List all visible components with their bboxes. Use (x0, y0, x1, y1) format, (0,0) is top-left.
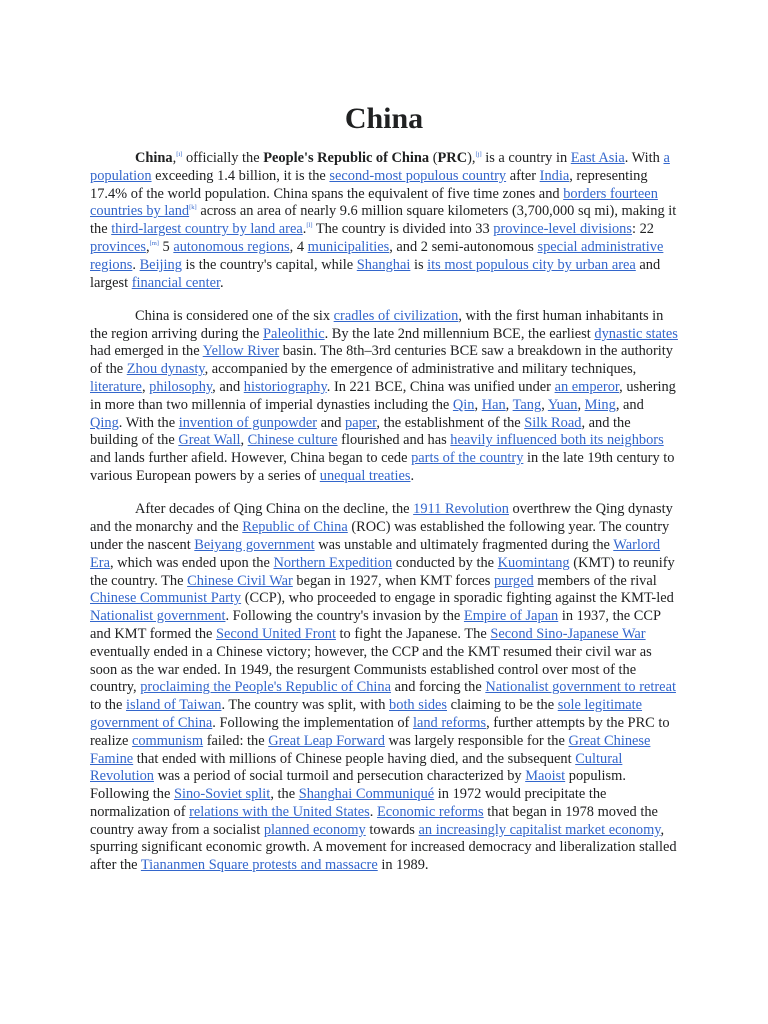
body-text: , (172, 150, 177, 166)
wiki-link[interactable]: Warlord Era (90, 536, 661, 571)
body-text: and largest (90, 256, 661, 291)
body-text: , ushering in more than two millennia of imperial dynasties including the (90, 379, 676, 413)
bold-term: People's Republic of China (263, 150, 430, 166)
wiki-link[interactable]: Shanghai Communiqué (298, 786, 435, 803)
footnote-ref[interactable]: [m] (149, 240, 159, 248)
wiki-link[interactable]: Kuomintang (497, 554, 570, 571)
body-text: , and (212, 379, 244, 396)
body-text: exceeding 1.4 billion, it is the (151, 167, 330, 184)
body-text: overthrew the Qing dynasty and the monarchy and the (90, 501, 673, 536)
body-text: . With (624, 150, 664, 166)
wiki-link[interactable]: Paleolithic (263, 325, 325, 342)
body-text: China is considered one of the six (135, 307, 334, 324)
body-text: , the establishment of the (376, 414, 525, 431)
body-text: , (541, 396, 548, 413)
body-text: . (302, 221, 307, 238)
body-text: , accompanied by the emergence of administrative and military techniques, (204, 361, 637, 378)
body-text: members of the rival (533, 572, 657, 589)
paragraph-history (90, 308, 678, 486)
body-text: and lands further afield. However, China began to cede (90, 450, 412, 467)
wiki-link[interactable]: Empire of Japan (463, 608, 559, 625)
wiki-link[interactable]: Zhou dynasty (126, 361, 205, 378)
wiki-link[interactable]: Han (481, 396, 506, 413)
body-text: is a country in (481, 150, 571, 166)
paragraph-modern (90, 501, 678, 875)
body-text: in the late 19th century to various European powers by a series of (90, 450, 675, 485)
body-text: in 1989. (377, 857, 429, 874)
wiki-link[interactable]: Nationalist government (90, 608, 226, 625)
wiki-link[interactable]: Qing (90, 414, 119, 431)
body-text: (KMT) to reunify the country. The (90, 554, 675, 589)
paragraph-intro (90, 150, 678, 292)
body-text: , representing 17.4% of the world population. China spans the equivalent of five time zones and (90, 167, 648, 202)
body-text: (ROC) was established the following year. The country under the nascent (90, 519, 670, 553)
wiki-link[interactable]: 1911 Revolution (413, 501, 509, 518)
body-text: . (369, 803, 377, 820)
wiki-link[interactable]: Sino-Soviet split (173, 786, 271, 803)
wiki-link[interactable]: province-level divisions (493, 221, 632, 238)
body-text: , further attempts by the PRC to realize (90, 714, 670, 749)
wiki-link[interactable]: Great Leap Forward (268, 732, 385, 749)
body-text: that ended with millions of Chinese people having died, and the subsequent (133, 750, 576, 767)
body-text: , (505, 396, 513, 413)
body-text: officially the (182, 150, 264, 166)
wiki-link[interactable]: parts of the country (411, 450, 524, 467)
wiki-link[interactable]: Maoist (525, 768, 566, 785)
body-text: in 1972 would precipitate the normalization of (90, 786, 607, 820)
body-text: began in 1927, when KMT forces (292, 572, 494, 589)
body-text: , (474, 396, 482, 413)
wiki-link[interactable]: Nationalist government to retreat (485, 679, 676, 696)
wiki-link[interactable]: both sides (389, 697, 448, 714)
body-text: had emerged in the (90, 343, 203, 360)
wiki-link[interactable]: Shanghai (356, 256, 411, 273)
body-text: was largely responsible for the (384, 732, 569, 749)
wiki-link[interactable]: paper (345, 414, 377, 431)
body-text: conducted by the (392, 554, 498, 571)
body-text: . With the (118, 414, 179, 431)
wiki-link[interactable]: Yellow River (202, 343, 280, 360)
wiki-link[interactable]: purged (493, 572, 534, 589)
wiki-link[interactable]: Tiananmen Square protests and massacre (140, 857, 378, 874)
body-text: . (220, 274, 224, 291)
body-text: claiming to be the (447, 697, 558, 714)
bold-term: PRC (437, 150, 468, 166)
body-text: . Following the implementation of (212, 714, 413, 731)
body-text: , and the building of the (90, 414, 631, 449)
wiki-link[interactable]: relations with the United States (189, 803, 370, 820)
footnote-ref[interactable]: [j] (475, 151, 482, 159)
wiki-link[interactable]: special administrative regions (90, 238, 664, 273)
wiki-link[interactable]: third-largest country by land area (111, 221, 303, 238)
body-text: . (410, 468, 415, 485)
wiki-link[interactable]: sole legitimate government of China (90, 697, 643, 731)
wiki-link[interactable]: Ming (584, 396, 616, 413)
body-text: , (577, 396, 585, 413)
body-text: , (240, 432, 248, 449)
wiki-link[interactable]: Northern Expedition (273, 554, 393, 571)
wiki-link[interactable]: unequal treaties (319, 468, 411, 485)
footnote-ref[interactable]: [i] (176, 151, 183, 159)
wiki-link[interactable]: invention of gunpowder (178, 414, 318, 431)
wiki-link[interactable]: communism (131, 732, 204, 749)
body-text: towards (365, 821, 419, 838)
body-text: . (132, 256, 140, 273)
wiki-link[interactable]: land reforms (412, 714, 487, 731)
body-text: . In 221 BCE, China was unified under (326, 379, 555, 396)
body-text: after (506, 167, 540, 184)
wiki-link[interactable]: philosophy (149, 379, 213, 396)
wiki-link[interactable]: financial center (131, 274, 220, 291)
body-text: eventually ended in a Chinese victory; however, the CCP and the KMT resumed their civil war as soon as the war ended. In 1949, the resurgent Communists established control over most of the country, (90, 643, 652, 696)
wiki-link[interactable]: Republic of China (242, 519, 348, 536)
article-body (90, 150, 678, 875)
wiki-link[interactable]: historiography (243, 379, 327, 396)
body-text: basin. The 8th–3rd centuries BCE saw a breakdown in the authority of the (90, 343, 673, 378)
body-text: across an area of nearly 9.6 million square kilometers (3,700,000 sq mi), making it the (90, 203, 677, 238)
body-text: was unstable and ultimately fragmented during the (314, 536, 614, 553)
wiki-link[interactable]: island of Taiwan (125, 697, 222, 714)
wiki-link[interactable]: provinces (90, 238, 146, 255)
body-text: , with the first human inhabitants in the region arriving during the (90, 307, 664, 342)
wiki-link[interactable]: its most populous city by urban area (427, 256, 636, 273)
wiki-link[interactable]: municipalities (307, 238, 390, 255)
body-text: populism. Following the (90, 768, 626, 803)
wiki-link[interactable]: Economic reforms (376, 803, 484, 820)
wiki-link[interactable]: borders fourteen countries by land (90, 185, 658, 220)
body-text: , and 2 semi-autonomous (389, 238, 538, 255)
wiki-link[interactable]: cradles of civilization (333, 307, 459, 324)
wiki-link[interactable]: Qin (452, 396, 475, 413)
body-text: . Following the country's invasion by the (225, 608, 464, 625)
body-text: and (317, 414, 345, 431)
page-title: China (344, 102, 424, 135)
wiki-link[interactable]: East Asia (570, 150, 625, 166)
wiki-link[interactable]: planned economy (263, 821, 366, 838)
body-text: . The country was split, with (221, 697, 390, 714)
wiki-link[interactable]: a population (90, 150, 670, 184)
body-text: , (145, 238, 150, 255)
wiki-link[interactable]: Second Sino-Japanese War (490, 625, 646, 642)
footnote-ref[interactable]: [l] (306, 222, 313, 230)
wiki-link[interactable]: Chinese Communist Party (90, 590, 242, 607)
body-text: in 1937, the CCP and KMT formed the (90, 608, 661, 642)
body-text: , spurring significant economic growth. A movement for increased democracy and liberalization stalled after the (90, 821, 677, 874)
body-text: ), (467, 150, 476, 166)
wiki-link[interactable]: Chinese culture (247, 432, 338, 449)
body-text: , 4 (289, 238, 308, 255)
body-text: , which was ended upon the (109, 554, 274, 571)
wiki-link[interactable]: an emperor (554, 379, 620, 396)
body-text: After decades of Qing China on the decline, the (135, 501, 414, 518)
wiki-link[interactable]: literature (90, 379, 142, 396)
body-text: to fight the Japanese. The (335, 625, 491, 642)
wiki-link[interactable]: autonomous regions (173, 238, 290, 255)
body-text: ( (429, 150, 438, 166)
wiki-link[interactable]: Tang (512, 396, 542, 413)
wiki-link[interactable]: Great Chinese Famine (90, 732, 651, 767)
wiki-link[interactable]: Beijing (139, 256, 182, 273)
body-text: 5 (158, 238, 174, 255)
body-text: . By the late 2nd millennium BCE, the earliest (324, 325, 595, 342)
wiki-link[interactable]: Beiyang government (194, 536, 315, 553)
wiki-link[interactable]: heavily influenced both its neighbors (450, 432, 664, 449)
wiki-link[interactable]: Yuan (547, 396, 578, 413)
wiki-link[interactable]: Silk Road (524, 414, 582, 431)
wiki-link[interactable]: dynastic states (594, 325, 678, 342)
body-text: is the country's capital, while (181, 256, 357, 273)
body-text: : 22 (631, 221, 654, 238)
body-text: that began in 1978 moved the country away from a socialist (90, 803, 658, 838)
wiki-link[interactable]: Second United Front (216, 625, 336, 642)
wiki-link[interactable]: Chinese Civil War (187, 572, 293, 589)
wiki-link[interactable]: Great Wall (178, 432, 241, 449)
body-text: , (141, 379, 150, 396)
wiki-link[interactable]: an increasingly capitalist market economy (418, 821, 661, 838)
body-text: , and (615, 396, 644, 413)
body-text: failed: the (203, 732, 269, 749)
body-text: The country is divided into 33 (312, 221, 494, 238)
wiki-link[interactable]: second-most populous country (329, 167, 507, 184)
bold-term: China (135, 150, 173, 166)
body-text: is (410, 256, 428, 273)
wiki-link[interactable]: proclaiming the People's Republic of China (140, 679, 392, 696)
body-text: and forcing the (391, 679, 486, 696)
body-text: , the (270, 786, 299, 803)
wiki-link[interactable]: Cultural Revolution (90, 750, 623, 785)
body-text: to the (90, 697, 126, 714)
body-text: (CCP), who proceeded to engage in sporadic fighting against the KMT-led (241, 590, 674, 607)
body-text: flourished and has (337, 432, 451, 449)
body-text: was a period of social turmoil and persecution characterized by (153, 768, 526, 785)
footnote-ref[interactable]: [k] (189, 204, 197, 212)
wiki-link[interactable]: India (539, 167, 570, 184)
